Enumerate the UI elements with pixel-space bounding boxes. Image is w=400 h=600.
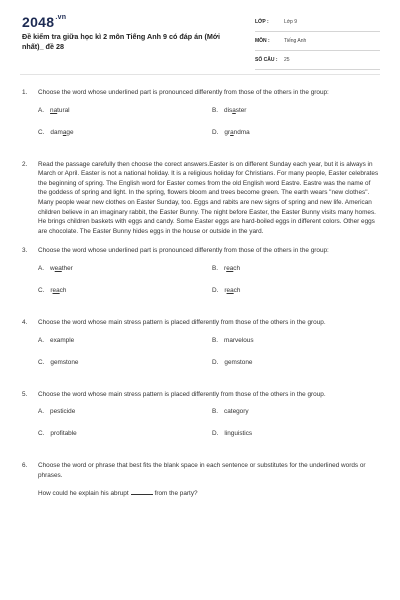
option-text-post: ge <box>66 128 74 136</box>
meta-key: SỐ CÂU : <box>255 57 278 63</box>
meta-key: LỚP : <box>255 19 269 25</box>
option-underlined: ea <box>226 286 234 294</box>
option-text: gemstone <box>224 358 253 366</box>
option-letter: A. <box>38 106 45 114</box>
option-c[interactable] <box>38 358 78 368</box>
option-a[interactable] <box>38 106 70 116</box>
options <box>38 336 380 380</box>
option-letter: C. <box>38 430 45 438</box>
option-text-post: tural <box>57 106 70 114</box>
option-b[interactable] <box>212 106 246 116</box>
option-d[interactable] <box>212 128 250 138</box>
question-text: Choose the word or phrase that best fits the blank space in each sentence or substitutes for the underlined words or phrases. <box>38 462 366 479</box>
option-row <box>38 106 380 128</box>
option-text-post: ster <box>235 106 247 114</box>
option-text-post: ch <box>233 286 241 294</box>
meta-value: Tiếng Anh <box>284 38 307 44</box>
option-d[interactable] <box>212 429 252 439</box>
question-text: Choose the word whose underlined part is pronounced differently from those of the others in the group: <box>38 247 329 255</box>
option-c[interactable] <box>38 286 66 296</box>
option-row <box>38 407 380 429</box>
question-number: 2. <box>22 160 28 168</box>
option-text: linguistics <box>224 430 253 438</box>
question-text: Choose the word whose main stress pattern is placed differently from those of the others in the group. <box>38 318 326 326</box>
option-letter: C. <box>38 286 45 294</box>
option-c[interactable] <box>38 429 77 439</box>
option-underlined: ea <box>226 264 234 272</box>
option-letter: B. <box>212 106 219 114</box>
question-number: 4. <box>22 318 28 326</box>
option-text-pre: dam <box>50 128 63 136</box>
meta-row-class <box>255 17 380 32</box>
option-letter: D. <box>212 430 219 438</box>
option-a[interactable] <box>38 407 75 417</box>
option-d[interactable] <box>212 358 252 368</box>
option-letter: C. <box>38 128 45 136</box>
question-1 <box>20 88 380 150</box>
option-text-post: ther <box>61 264 73 272</box>
option-letter: B. <box>212 264 219 272</box>
option-text-pre: r <box>224 286 227 294</box>
option-underlined: a <box>62 128 67 136</box>
question-5 <box>20 390 380 452</box>
option-letter: D. <box>212 286 219 294</box>
meta-key: MÔN : <box>255 38 270 44</box>
option-text-post: ch <box>59 286 67 294</box>
option-underlined: a <box>230 128 234 136</box>
meta-row-count <box>255 55 380 70</box>
options <box>38 106 380 150</box>
option-b[interactable] <box>212 336 254 346</box>
question-text: Choose the word whose underlined part is pronounced differently from those of the others in the group: <box>38 89 329 96</box>
option-text: category <box>224 408 249 416</box>
option-d[interactable] <box>212 286 240 296</box>
option-c[interactable] <box>38 128 74 138</box>
question-6 <box>20 461 380 499</box>
option-a[interactable] <box>38 336 74 346</box>
option-text: pesticide <box>50 408 76 416</box>
options <box>38 407 380 451</box>
meta-value: Lớp 9 <box>284 19 298 25</box>
option-text: example <box>50 336 75 344</box>
question-4 <box>20 318 380 380</box>
option-a[interactable] <box>38 264 73 274</box>
option-text-post: ch <box>233 264 241 272</box>
fill-sentence <box>38 488 380 499</box>
document-title: Đề kiểm tra giữa học kì 2 môn Tiếng Anh 9 có đáp án (Mới nhất)_ đề 28 <box>22 32 221 51</box>
question-text: Choose the word whose main stress pattern is placed differently from those of the others in the group. <box>38 390 326 398</box>
site-logo[interactable] <box>22 14 66 30</box>
option-row <box>38 336 380 358</box>
page-header <box>0 0 400 70</box>
option-b[interactable] <box>212 264 240 274</box>
option-row <box>38 358 380 380</box>
question-number: 3. <box>22 247 28 255</box>
sentence-post: from the party? <box>154 490 198 498</box>
option-letter: C. <box>38 358 45 366</box>
option-text: profitable <box>50 430 77 438</box>
question-number: 6. <box>22 462 28 470</box>
option-text-pre: r <box>224 264 227 272</box>
header-divider <box>20 74 380 75</box>
option-text-pre: dis <box>224 106 233 114</box>
logo-text: 2048 <box>22 14 55 30</box>
option-underlined: na <box>50 106 58 114</box>
option-text-pre: r <box>50 286 53 294</box>
meta-row-subject <box>255 36 380 51</box>
option-letter: B. <box>212 408 219 416</box>
options <box>38 264 380 308</box>
option-text: gemstone <box>50 358 79 366</box>
option-b[interactable] <box>212 407 249 417</box>
meta-panel <box>255 17 380 74</box>
option-letter: D. <box>212 128 219 136</box>
sentence-pre: How could he explain his abrupt <box>38 490 129 498</box>
option-letter: A. <box>38 264 45 272</box>
option-letter: B. <box>212 336 219 344</box>
question-number: 1. <box>22 89 28 96</box>
option-row <box>38 429 380 451</box>
question-text: Read the passage carefully then choose the corect answers.Easter is on different Sunday each year, but it is always in March or April. Easter is not a national holiday. It is a religious holiday for Christians. For many people, Easter celebrates the beginning of spring. The English word for Easter comes from the old English word Eastre. Eastre was the name of the goddess of spring and light. In the spring, flowers bloom and trees become green. The earth wears "new clothes". Many people wear new clothes on Easter Sunday, too. Eggs and rabits are new signs of spring and new life. American children believe in an imaginary rabbit, the Easter Bunny. The night before Easter, the Easter Bunny visits many homes. He brings children baskets with eggs and candy. Some Easter eggs are hard-boiled eggs in different colors. Other eggs are chocolate. The Easter Bunny hides eggs in the house or outside in the yard. <box>38 160 379 235</box>
question-3 <box>20 246 380 308</box>
option-text-post: ndma <box>233 128 250 136</box>
option-letter: A. <box>38 336 45 344</box>
option-letter: D. <box>212 358 219 366</box>
answer-blank[interactable] <box>131 488 153 495</box>
question-list <box>20 88 380 509</box>
option-row <box>38 128 380 150</box>
option-row <box>38 264 380 286</box>
meta-value: 25 <box>284 57 290 63</box>
option-underlined: ea <box>54 264 62 272</box>
option-text-pre: w <box>50 264 55 272</box>
question-number: 5. <box>22 390 28 398</box>
logo-suffix: .vn <box>55 14 67 21</box>
option-text-pre: gr <box>224 128 231 136</box>
option-underlined: ea <box>52 286 60 294</box>
option-underlined: a <box>232 106 236 114</box>
option-row <box>38 286 380 308</box>
question-2 <box>20 160 380 237</box>
option-text: marvelous <box>224 336 254 344</box>
option-letter: A. <box>38 408 45 416</box>
